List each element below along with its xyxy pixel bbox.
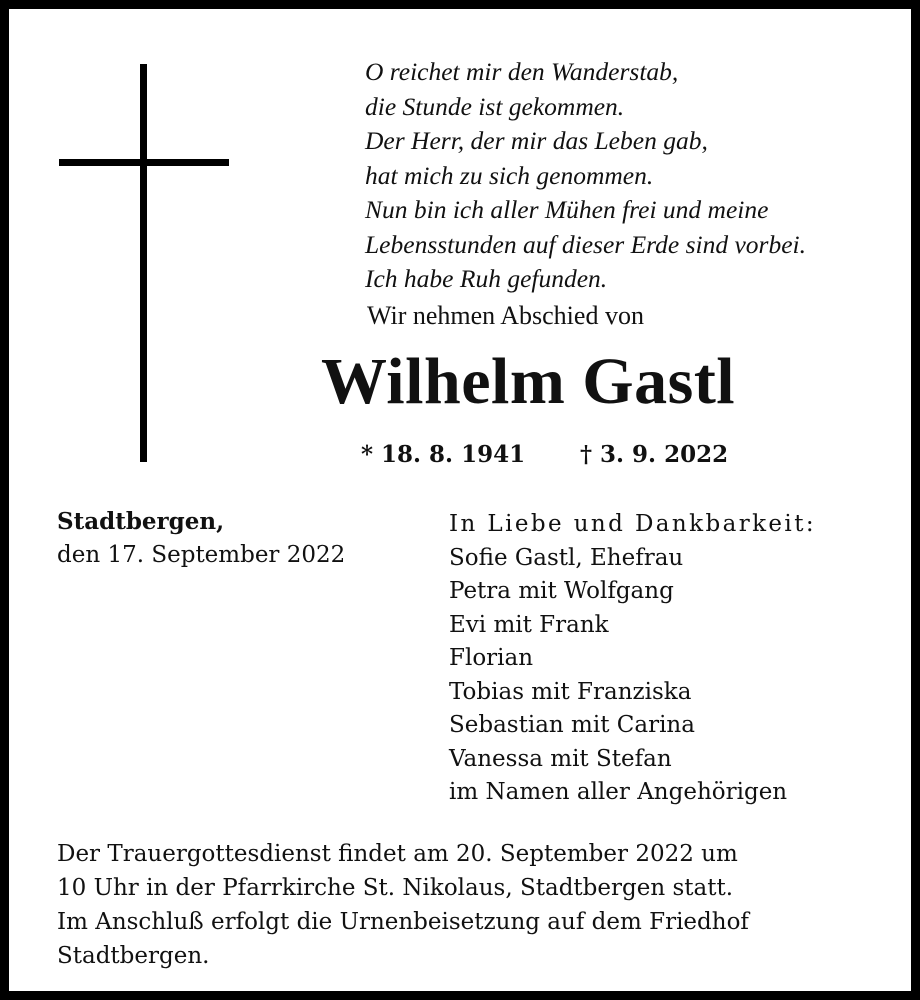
- place: Stadtbergen,: [57, 508, 225, 535]
- deceased-name: Wilhelm Gastl: [321, 345, 736, 418]
- mourner-name: Florian: [449, 645, 534, 671]
- farewell-intro: Wir nehmen Abschied von: [367, 301, 644, 330]
- service-line: Stadtbergen.: [57, 943, 210, 969]
- poem-line: hat mich zu sich genommen.: [365, 160, 654, 190]
- service-line: Der Trauergottesdienst findet am 20. September 2022 um: [57, 841, 738, 867]
- mourners-heading: In Liebe und Dankbarkeit:: [449, 511, 816, 537]
- birth-date: * 18. 8. 1941: [361, 441, 526, 468]
- mourner-name: Sofie Gastl, Ehefrau: [449, 544, 684, 571]
- poem-line: die Stunde ist gekommen.: [365, 91, 625, 121]
- poem-line: Ich habe Ruh gefunden.: [365, 264, 608, 293]
- service-line: Im Anschluß erfolgt die Urnenbeisetzung auf dem Friedhof: [57, 909, 749, 935]
- poem-line: O reichet mir den Wanderstab,: [365, 57, 679, 86]
- cross-horizontal-bar: [59, 159, 229, 166]
- memorial-poem: [365, 55, 905, 297]
- mourner-name: Vanessa mit Stefan: [449, 745, 672, 772]
- poem-line: Nun bin ich aller Mühen frei und meine: [365, 195, 769, 224]
- date-written: den 17. September 2022: [57, 542, 346, 568]
- mourner-name: im Namen aller Angehörigen: [449, 779, 788, 805]
- mourner-name: Petra mit Wolfgang: [449, 578, 674, 604]
- service-line: 10 Uhr in der Pfarrkirche St. Nikolaus, Stadtbergen statt.: [57, 875, 734, 901]
- mourner-name: Tobias mit Franziska: [449, 678, 692, 705]
- death-date: † 3. 9. 2022: [580, 441, 729, 468]
- mourner-name: Sebastian mit Carina: [449, 712, 695, 738]
- poem-line: Der Herr, der mir das Leben gab,: [365, 126, 708, 155]
- mourner-name: Evi mit Frank: [449, 611, 609, 638]
- cross-vertical-bar: [140, 64, 147, 462]
- funeral-service-info: [57, 837, 897, 973]
- poem-line: Lebensstunden auf dieser Erde sind vorbei.: [365, 229, 806, 259]
- mourners-list: [449, 508, 816, 810]
